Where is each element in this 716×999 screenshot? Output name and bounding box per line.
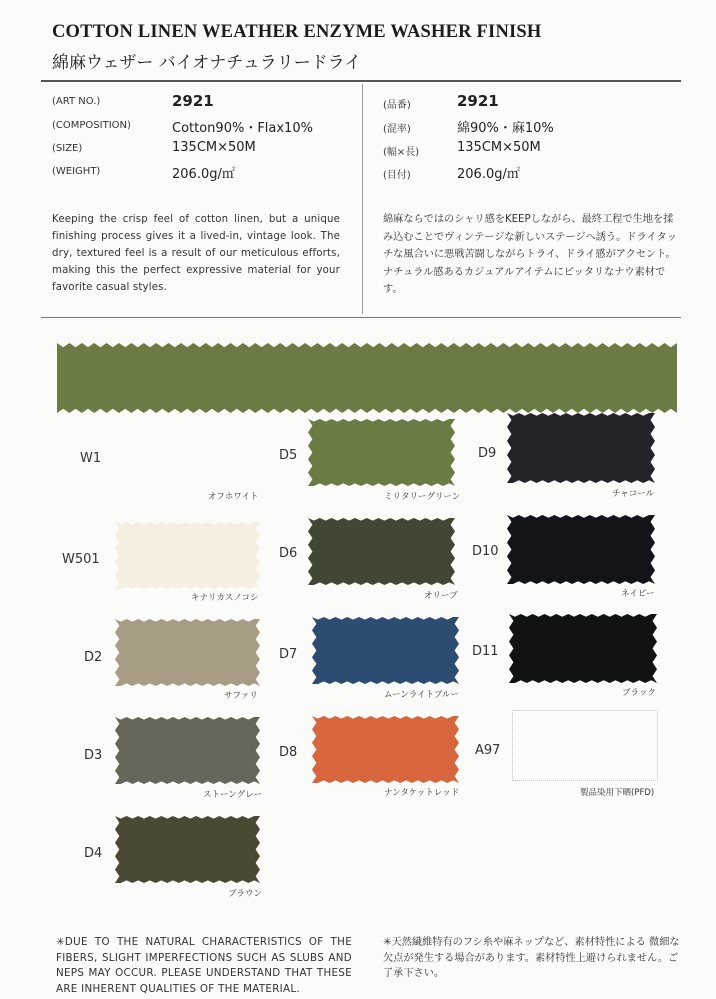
color-code-d7: D7 [279, 647, 298, 662]
spec-label-art-no: (ART NO.) [52, 96, 101, 107]
title-english: COTTON LINEN WEATHER ENZYME WASHER FINISH [52, 22, 542, 42]
spec-label-konritsu: (混率) [383, 124, 411, 135]
swatch-d3 [115, 717, 260, 784]
color-code-d8: D8 [279, 745, 298, 760]
description-english: Keeping the crisp feel of cotton linen, but a unique finishing process gives it a lived-in, vintage look. The dry, textured feel is a result of our meticulous efforts, making this the perfect expressive material for your favorite casual styles. [52, 214, 340, 293]
color-name-w1: オフホワイト [208, 492, 259, 502]
color-name-d5: ミリタリーグリーン [384, 492, 461, 502]
color-code-d2: D2 [84, 650, 103, 665]
color-code-d10: D10 [472, 544, 499, 559]
header-rule [41, 80, 681, 82]
color-code-d4: D4 [84, 846, 103, 861]
color-code-d5: D5 [279, 448, 298, 463]
spec-label-composition: (COMPOSITION) [52, 120, 131, 131]
spec-label-metsuke: (目付) [383, 170, 411, 181]
color-code-w1: W1 [80, 451, 102, 466]
spec-value-size: 135CM×50M [172, 140, 256, 155]
color-name-d10: ネイビー [621, 589, 655, 599]
color-name-d7: ムーンライトブルー [384, 690, 460, 700]
color-code-w501: W501 [62, 552, 100, 567]
swatch-d6 [308, 518, 455, 585]
note-japanese: ✳天然繊維特有のフシ糸や麻ネップなど、素材特性による 微細な欠点が発生する場合があります。素材特性上避けられません。ご了承下さい。 [383, 937, 680, 979]
swatch-d5 [308, 419, 455, 486]
spec-label-size: (SIZE) [52, 143, 83, 154]
spec-value-art-no: 2921 [172, 92, 214, 110]
color-code-a97: A97 [475, 743, 501, 758]
swatch-a97 [512, 710, 658, 781]
feature-swatch [57, 343, 677, 413]
color-name-d9: チャコール [612, 489, 655, 499]
spec-label-hinban: (品番) [383, 100, 411, 111]
color-code-d6: D6 [279, 546, 298, 561]
color-name-d11: ブラック [622, 688, 656, 698]
swatch-d11 [509, 614, 657, 683]
color-name-d8: ナンタケットレッド [384, 788, 460, 798]
swatch-d9 [507, 413, 655, 483]
color-name-a97: 製品染用下晒(PFD) [580, 788, 655, 798]
color-name-d6: オリーブ [424, 591, 458, 601]
spec-value-konritsu: 綿90%・麻10% [457, 121, 554, 136]
note-english: ✳DUE TO THE NATURAL CHARACTERISTICS OF THE FIBERS, SLIGHT IMPERFECTIONS SUCH AS SLUBS AND NEPS MAY OCCUR. PLEASE UNDERSTAND THAT THESE ARE INHERENT QUALITIES OF THE MATERIAL. [56, 936, 352, 995]
column-divider [362, 84, 363, 314]
color-code-d3: D3 [84, 748, 103, 763]
color-name-d2: サファリ [224, 691, 258, 701]
swatch-d10 [507, 515, 655, 584]
spec-value-metsuke: 206.0g/㎡ [457, 167, 520, 182]
color-code-d9: D9 [478, 446, 497, 461]
swatch-w501 [115, 522, 260, 589]
spec-value-hinban: 2921 [457, 92, 499, 110]
swatch-d2 [115, 619, 260, 686]
description-japanese: 綿麻ならではのシャリ感をKEEPしながら、最終工程で生地を揉み込むことでヴィンテージな新しいステージへ誘う。ドライタッチな風合いに悪戦苦闘しながらトライ、ドライ感がアクセント。ナチュラル感あるカジュアルアイテムにピッタリなナウ素材です。 [383, 214, 677, 295]
spec-label-weight: (WEIGHT) [52, 166, 101, 177]
section-rule [41, 317, 681, 318]
swatch-d4 [115, 816, 260, 883]
swatch-d8 [312, 716, 459, 783]
spec-value-composition: Cotton90%・Flax10% [172, 121, 313, 136]
swatch-d7 [312, 617, 459, 684]
color-code-d11: D11 [472, 644, 499, 659]
color-name-w501: キナリカスノコシ [191, 593, 259, 603]
spec-value-weight: 206.0g/㎡ [172, 167, 235, 182]
color-name-d3: ストーングレー [203, 790, 263, 800]
spec-value-haba: 135CM×50M [457, 140, 541, 155]
title-japanese: 綿麻ウェザー バイオナチュラリードライ [52, 53, 362, 73]
color-name-d4: ブラウン [228, 889, 263, 899]
spec-label-haba: (幅×長) [383, 147, 420, 158]
